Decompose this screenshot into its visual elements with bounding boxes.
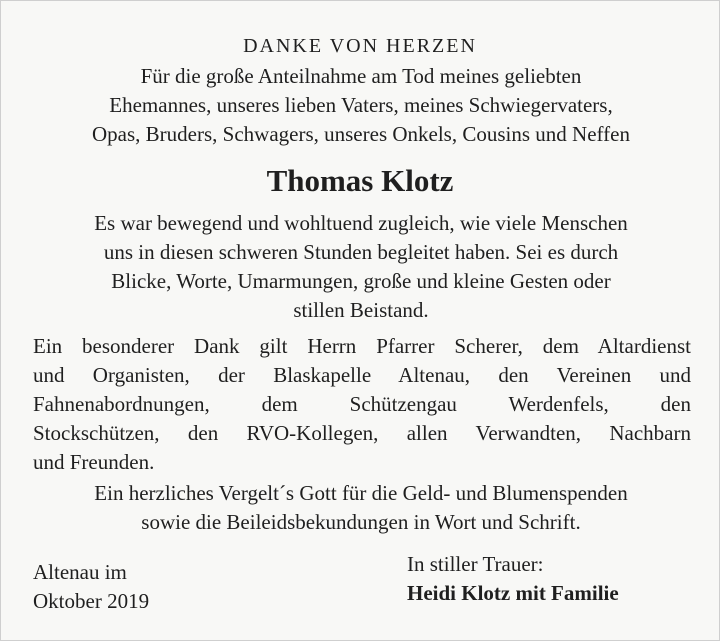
mourners-signature bbox=[407, 550, 619, 608]
gratitude-line: uns in diesen schweren Stunden begleitet haben. Sei es durch bbox=[103, 240, 619, 264]
intro-line: Ehemannes, unseres lieben Vaters, meines Schwiegervaters, bbox=[109, 93, 613, 117]
closing-line: Ein herzliches Vergelt´s Gott für die Geld- und Blumenspenden bbox=[94, 481, 628, 505]
special-thanks-line: Fahnenabordnungen, dem Schützengau Werdenfels, den bbox=[33, 392, 691, 416]
place-and-date bbox=[33, 558, 149, 616]
gratitude-line: stillen Beistand. bbox=[293, 298, 429, 322]
special-thanks-line: und Organisten, der Blaskapelle Altenau, den Vereinen und bbox=[33, 363, 691, 387]
gratitude-line: Blicke, Worte, Umarmungen, große und kleine Gesten oder bbox=[111, 269, 611, 293]
special-thanks-line: Stockschützen, den RVO-Kollegen, allen Verwandten, Nachbarn bbox=[33, 421, 691, 445]
signer-name: Heidi Klotz mit Familie bbox=[407, 581, 619, 605]
closing-paragraph bbox=[21, 479, 701, 537]
notice-heading: DANKE VON HERZEN bbox=[243, 35, 477, 57]
special-thanks-line: Ein besonderer Dank gilt Herrn Pfarrer Scherer, dem Altardienst bbox=[33, 334, 691, 358]
place-date-line: Oktober 2019 bbox=[33, 589, 150, 613]
deceased-name: Thomas Klotz bbox=[266, 163, 454, 198]
mourning-label: In stiller Trauer: bbox=[407, 552, 544, 576]
place-date-line: Altenau im bbox=[33, 560, 127, 584]
intro-paragraph bbox=[51, 62, 671, 149]
closing-line: sowie die Beileidsbekundungen in Wort und Schrift. bbox=[141, 510, 581, 534]
gratitude-paragraph bbox=[41, 209, 681, 325]
special-thanks-paragraph bbox=[33, 332, 691, 477]
special-thanks-line: und Freunden. bbox=[33, 450, 155, 474]
intro-line: Für die große Anteilnahme am Tod meines geliebten bbox=[140, 64, 582, 88]
intro-line: Opas, Bruders, Schwagers, unseres Onkels, Cousins und Neffen bbox=[92, 122, 630, 146]
gratitude-line: Es war bewegend und wohltuend zugleich, wie viele Menschen bbox=[94, 211, 628, 235]
